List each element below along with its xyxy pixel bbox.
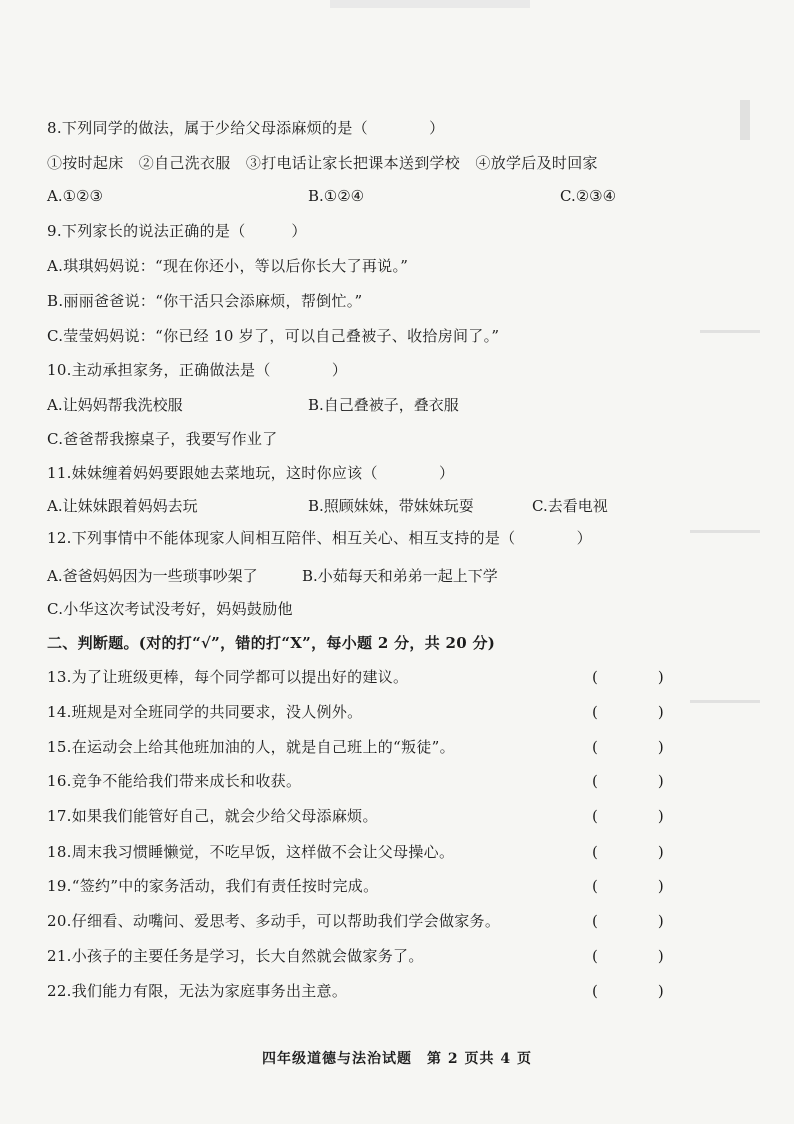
judgement-question-text: 15.在运动会上给其他班加油的人，就是自己班上的“叛徒”。: [47, 738, 455, 756]
scan-mark: [330, 0, 530, 8]
question-9-option-a: A.琪琪妈妈说：“现在你还小，等以后你长大了再说。”: [47, 257, 409, 275]
judgement-question-text: 21.小孩子的主要任务是学习，长大自然就会做家务了。: [47, 947, 424, 965]
question-12-option-b: B.小茹每天和弟弟一起上下学: [302, 567, 498, 585]
judgement-question-text: 19.“签约”中的家务活动，我们有责任按时完成。: [47, 877, 379, 895]
judgement-question-text: 13.为了让班级更棒，每个同学都可以提出好的建议。: [47, 668, 409, 686]
judgement-question-text: 17.如果我们能管好自己，就会少给父母添麻烦。: [47, 807, 378, 825]
question-9-stem: 9.下列家长的说法正确的是（ ）: [47, 222, 307, 240]
question-10-option-c: C.爸爸帮我擦桌子，我要写作业了: [47, 430, 278, 448]
bleed-through-mark: [700, 330, 760, 333]
question-12-stem: 12.下列事情中不能体现家人间相互陪伴、相互关心、相互支持的是（ ）: [47, 529, 592, 547]
question-8-option-a: A.①②③: [47, 187, 103, 205]
question-10-option-a: A.让妈妈帮我洗校服: [47, 396, 183, 414]
answer-blank[interactable]: ( ): [592, 877, 664, 895]
judgement-question-text: 20.仔细看、动嘴问、爱思考、多动手，可以帮助我们学会做家务。: [47, 912, 501, 930]
question-8-option-c: C.②③④: [560, 187, 617, 205]
judgement-question-text: 16.竞争不能给我们带来成长和收获。: [47, 772, 302, 790]
question-11-option-b: B.照顾妹妹，带妹妹玩耍: [308, 497, 474, 515]
judgement-question-text: 14.班规是对全班同学的共同要求，没人例外。: [47, 703, 363, 721]
question-8-option-b: B.①②④: [308, 187, 365, 205]
answer-blank[interactable]: ( ): [592, 703, 664, 721]
bleed-through-mark: [690, 700, 760, 703]
answer-blank[interactable]: ( ): [592, 772, 664, 790]
answer-blank[interactable]: ( ): [592, 843, 664, 861]
judgement-question-text: 18.周末我习惯睡懒觉，不吃早饭，这样做不会让父母操心。: [47, 843, 455, 861]
question-9-option-c: C.莹莹妈妈说：“你已经 10 岁了，可以自己叠被子、收拾房间了。”: [47, 327, 500, 345]
question-9-option-b: B.丽丽爸爸说：“你干活只会添麻烦，帮倒忙。”: [47, 292, 363, 310]
page-footer: 四年级道德与法治试题 第 2 页共 4 页: [262, 1051, 532, 1067]
answer-blank[interactable]: ( ): [592, 912, 664, 930]
answer-blank[interactable]: ( ): [592, 807, 664, 825]
answer-blank[interactable]: ( ): [592, 668, 664, 686]
question-10-stem: 10.主动承担家务，正确做法是（ ）: [47, 361, 348, 379]
answer-blank[interactable]: ( ): [592, 738, 664, 756]
bleed-through-mark: [740, 100, 750, 140]
bleed-through-mark: [690, 530, 760, 533]
judgement-question-text: 22.我们能力有限，无法为家庭事务出主意。: [47, 982, 348, 1000]
question-10-option-b: B.自己叠被子，叠衣服: [308, 396, 459, 414]
question-8-items: ①按时起床 ②自己洗衣服 ③打电话让家长把课本送到学校 ④放学后及时回家: [47, 154, 598, 172]
question-11-option-c: C.去看电视: [532, 497, 608, 515]
question-12-option-a: A.爸爸妈妈因为一些琐事吵架了: [47, 567, 258, 585]
question-11-stem: 11.妹妹缠着妈妈要跟她去菜地玩，这时你应该（ ）: [47, 464, 455, 482]
answer-blank[interactable]: ( ): [592, 982, 664, 1000]
question-12-option-c: C.小华这次考试没考好，妈妈鼓励他: [47, 600, 293, 618]
section-2-title: 二、判断题。(对的打“√”，错的打“X”，每小题 2 分，共 20 分): [47, 634, 496, 652]
question-11-option-a: A.让妹妹跟着妈妈去玩: [47, 497, 198, 515]
question-8-stem: 8.下列同学的做法，属于少给父母添麻烦的是（ ）: [47, 119, 445, 137]
answer-blank[interactable]: ( ): [592, 947, 664, 965]
